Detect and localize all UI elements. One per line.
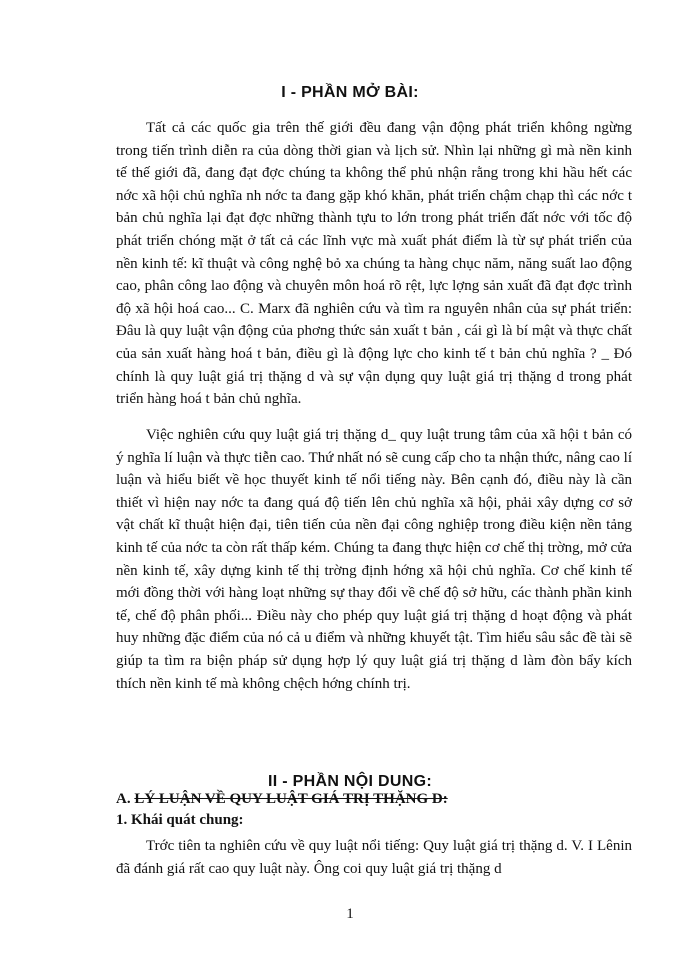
intro-paragraph-2: Việc nghiên cứu quy luật giá trị thặng d_ quy luật trung tâm của xã hội t bản có ý nghĩa lí luận và thực tiễn cao. Thứ nhất nó sẽ cung cấp cho ta nhận thức, nâng cao lí luận và hiểu biết về học thuyết kinh tế nổi tiếng này. Bên cạnh đó, điều này là cần thiết vì hiện nay nớc ta đang quá độ tiến lên chủ nghĩa xã hội, phải xây dựng cơ sở vật chất kĩ thuật hiện đại, tiên tiến của nền đại công nghiệp trong điều kiện nền tảng kinh tế của nớc ta còn rất thấp kém. Chúng ta đang thực hiện cơ chế thị trờng, mở cửa nền kinh tế, xây dựng kinh tế thị trờng định hớng xã hội chủ nghĩa. Cơ chế kinh tế mới đồng thời với hàng loạt những sự thay đổi về chế độ sở hữu, các thành phần kinh tế, chế độ phân phối... Điều này cho phép quy luật giá trị thặng d hoạt động và phát huy những đặc điểm của nó cả u điểm và những khuyết tật. Tìm hiểu sâu sắc đề tài sẽ giúp ta tìm ra biện pháp sử dụng hợp lý quy luật giá trị thặng d làm đòn bẩy kích thích nền kinh tế mà không chệch hớng chính trị. — [116, 427, 632, 692]
subsection-heading-overview: 1. Khái quát chung: — [116, 812, 244, 828]
page-number: 1 — [346, 906, 354, 922]
intro-paragraph-1: Tất cả các quốc gia trên thế giới đều đang vận động phát triển không ngừng trong tiến trình diễn ra của dòng thời gian và lịch sử. Nhìn lại những gì mà nền kinh tế thế giới đã, đang đạt đợc chúng ta không thể phủ nhận rằng trong khi hầu hết các nớc xã hội chủ nghĩa nh nớc ta đang gặp khó khăn, phát triển chậm chạp thì các nớc t bản chủ nghĩa lại đạt đợc những thành tựu to lớn trong phát triển đất nớc với tốc độ phát triển chóng mặt ở tất cả các lĩnh vực mà xuất phát điểm là từ sự phát triển của nền kinh tế: kĩ thuật và công nghệ bỏ xa chúng ta hàng chục năm, năng suất lao động cao, phân công lao động và chuyên môn hoá rõ rệt, lực lợng sản xuất đã đạt đợc trình độ xã hội hoá cao... C. Marx đã nghiên cứu và tìm ra nguyên nhân của sự phát triển: Đâu là quy luật vận động của phơng thức sản xuất t bản , cái gì là bí mật và thực chất của sản xuất hàng hoá t bản, điều gì là động lực cho kinh tế t bản chủ nghĩa ? _ Đó chính là quy luật giá trị thặng d và sự vận dụng quy luật giá trị thặng d trong phát triển hàng hoá t bản chủ nghĩa. — [116, 120, 632, 408]
section-a-title: LÝ LUẬN VỀ QUY LUẬT GIÁ TRỊ THẶNG D: — [134, 791, 448, 807]
overview-paragraph: Trớc tiên ta nghiên cứu về quy luật nổi tiếng: Quy luật giá trị thặng d. V. I Lênin đã đánh giá rất cao quy luật này. Ông coi quy luật giá trị thặng d — [116, 838, 632, 877]
section-heading-intro: I - PHẦN MỞ BÀI: — [281, 84, 419, 101]
section-a-prefix: A. — [116, 791, 135, 807]
section-a-heading — [116, 791, 448, 808]
section-heading-content: II - PHẦN NỘI DUNG: — [268, 773, 432, 790]
